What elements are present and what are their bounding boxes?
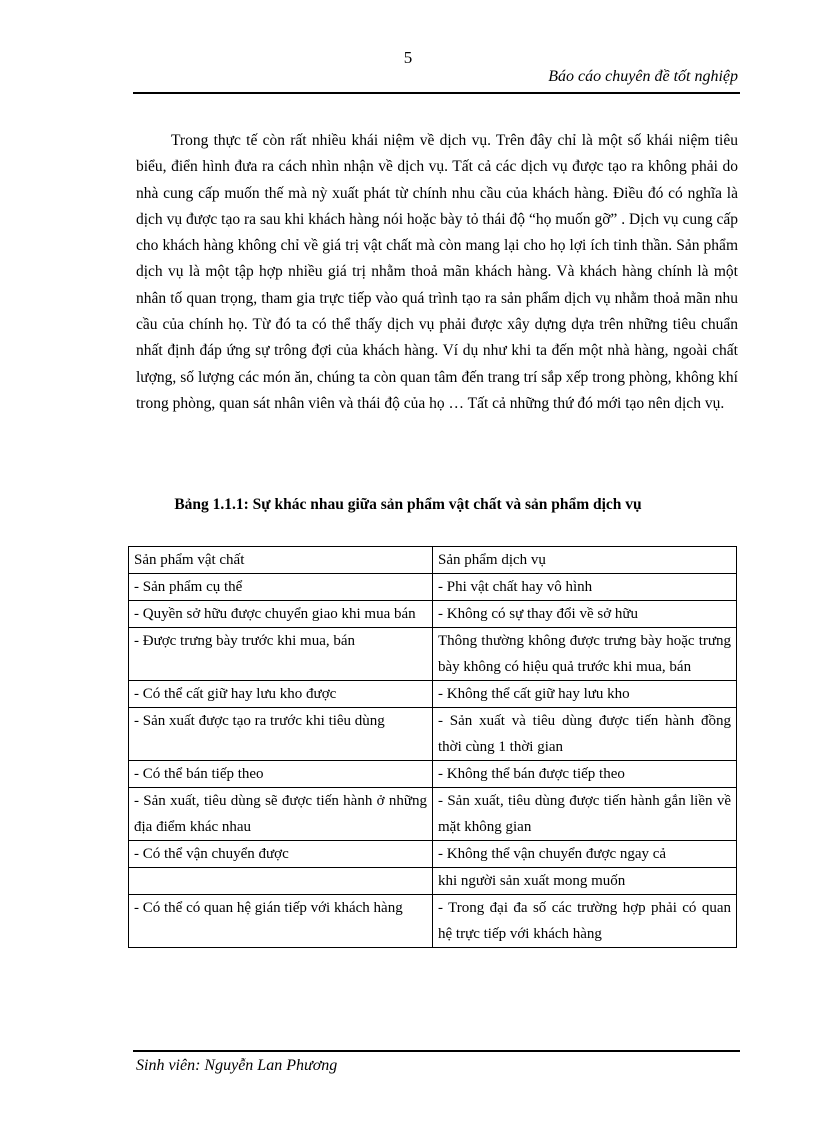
- table-cell: - Được trưng bày trước khi mua, bán: [129, 628, 433, 681]
- footer-student-name: Sinh viên: Nguyễn Lan Phương: [136, 1057, 338, 1074]
- table-cell: - Có thể vận chuyển được: [129, 841, 433, 868]
- table-row: [129, 868, 737, 895]
- table-cell: - Có thể cất giữ hay lưu kho được: [129, 681, 433, 708]
- table-row: [129, 681, 737, 708]
- table-cell: - Phi vật chất hay vô hình: [433, 574, 737, 601]
- table-row: [129, 841, 737, 868]
- table-header-cell: Sản phẩm dịch vụ: [433, 547, 737, 574]
- table-cell: - Không thể cất giữ hay lưu kho: [433, 681, 737, 708]
- table-row: [129, 708, 737, 761]
- table-cell: - Quyền sở hữu được chuyển giao khi mua bán: [129, 601, 433, 628]
- table-header-cell: Sản phẩm vật chất: [129, 547, 433, 574]
- table-row: [129, 628, 737, 681]
- header-title: Báo cáo chuyên đề tốt nghiệp: [548, 68, 738, 85]
- table-cell: - Trong đại đa số các trường hợp phải có quan hệ trực tiếp với khách hàng: [433, 895, 737, 948]
- table-cell: - Sản xuất được tạo ra trước khi tiêu dùng: [129, 708, 433, 761]
- table-cell: khi người sản xuất mong muốn: [433, 868, 737, 895]
- table-cell: - Không có sự thay đổi về sở hữu: [433, 601, 737, 628]
- table-cell: Thông thường không được trưng bày hoặc trưng bày không có hiệu quả trước khi mua, bán: [433, 628, 737, 681]
- table-cell: - Sản xuất và tiêu dùng được tiến hành đồng thời cùng 1 thời gian: [433, 708, 737, 761]
- table-header-row: [129, 547, 737, 574]
- body-paragraph: Trong thực tế còn rất nhiều khái niệm về dịch vụ. Trên đây chỉ là một số khái niệm tiêu biểu, điển hình đưa ra cách nhìn nhận về dịch vụ. Tất cả các dịch vụ được tạo ra không phải do nhà cung cấp muốn thế mà nỳ xuất phát từ chính nhu cầu của khách hàng. Điều đó có nghĩa là dịch vụ được tạo ra sau khi khách hàng nói hoặc bày tỏ thái độ “họ muốn gỡ” . Dịch vụ cung cấp cho khách hàng không chỉ về giá trị vật chất mà còn mang lại cho họ lợi ích tinh thần. Sản phẩm dịch vụ là một tập hợp nhiều giá trị nhằm thoả mãn khách hàng. Và khách hàng chính là một nhân tố quan trọng, tham gia trực tiếp vào quá trình tạo ra sản phẩm dịch vụ nhằm thoả mãn nhu cầu của chính họ. Từ đó ta có thể thấy dịch vụ phải được xây dựng dựa trên những tiêu chuẩn nhất định đáp ứng sự trông đợi của khách hàng. Ví dụ như khi ta đến một nhà hàng, ngoài chất lượng, số lượng các món ăn, chúng ta còn quan tâm đến trang trí sắp xếp trong phòng, không khí trong phòng, quan sát nhân viên và thái độ của họ … Tất cả những thứ đó mới tạo nên dịch vụ.: [136, 132, 738, 412]
- table-cell: - Sản phẩm cụ thể: [129, 574, 433, 601]
- table-cell: [129, 868, 433, 895]
- table-caption: Bảng 1.1.1: Sự khác nhau giữa sản phẩm vật chất và sản phẩm dịch vụ: [174, 496, 642, 513]
- table-row: [129, 761, 737, 788]
- table-cell: - Không thể vận chuyển được ngay cả: [433, 841, 737, 868]
- table-cell: - Không thể bán được tiếp theo: [433, 761, 737, 788]
- table-cell: - Có thể bán tiếp theo: [129, 761, 433, 788]
- table-row: [129, 601, 737, 628]
- table-cell: - Sản xuất, tiêu dùng sẽ được tiến hành ở những địa điểm khác nhau: [129, 788, 433, 841]
- table-row: [129, 788, 737, 841]
- page-number: 5: [403, 48, 413, 67]
- table-cell: - Sản xuất, tiêu dùng được tiến hành gắn liền về mặt không gian: [433, 788, 737, 841]
- table-cell: - Có thể có quan hệ gián tiếp với khách hàng: [129, 895, 433, 948]
- footer-divider: [133, 1050, 740, 1052]
- comparison-table: [128, 546, 737, 948]
- header-divider: [133, 92, 740, 94]
- table-row: [129, 895, 737, 948]
- table-row: [129, 574, 737, 601]
